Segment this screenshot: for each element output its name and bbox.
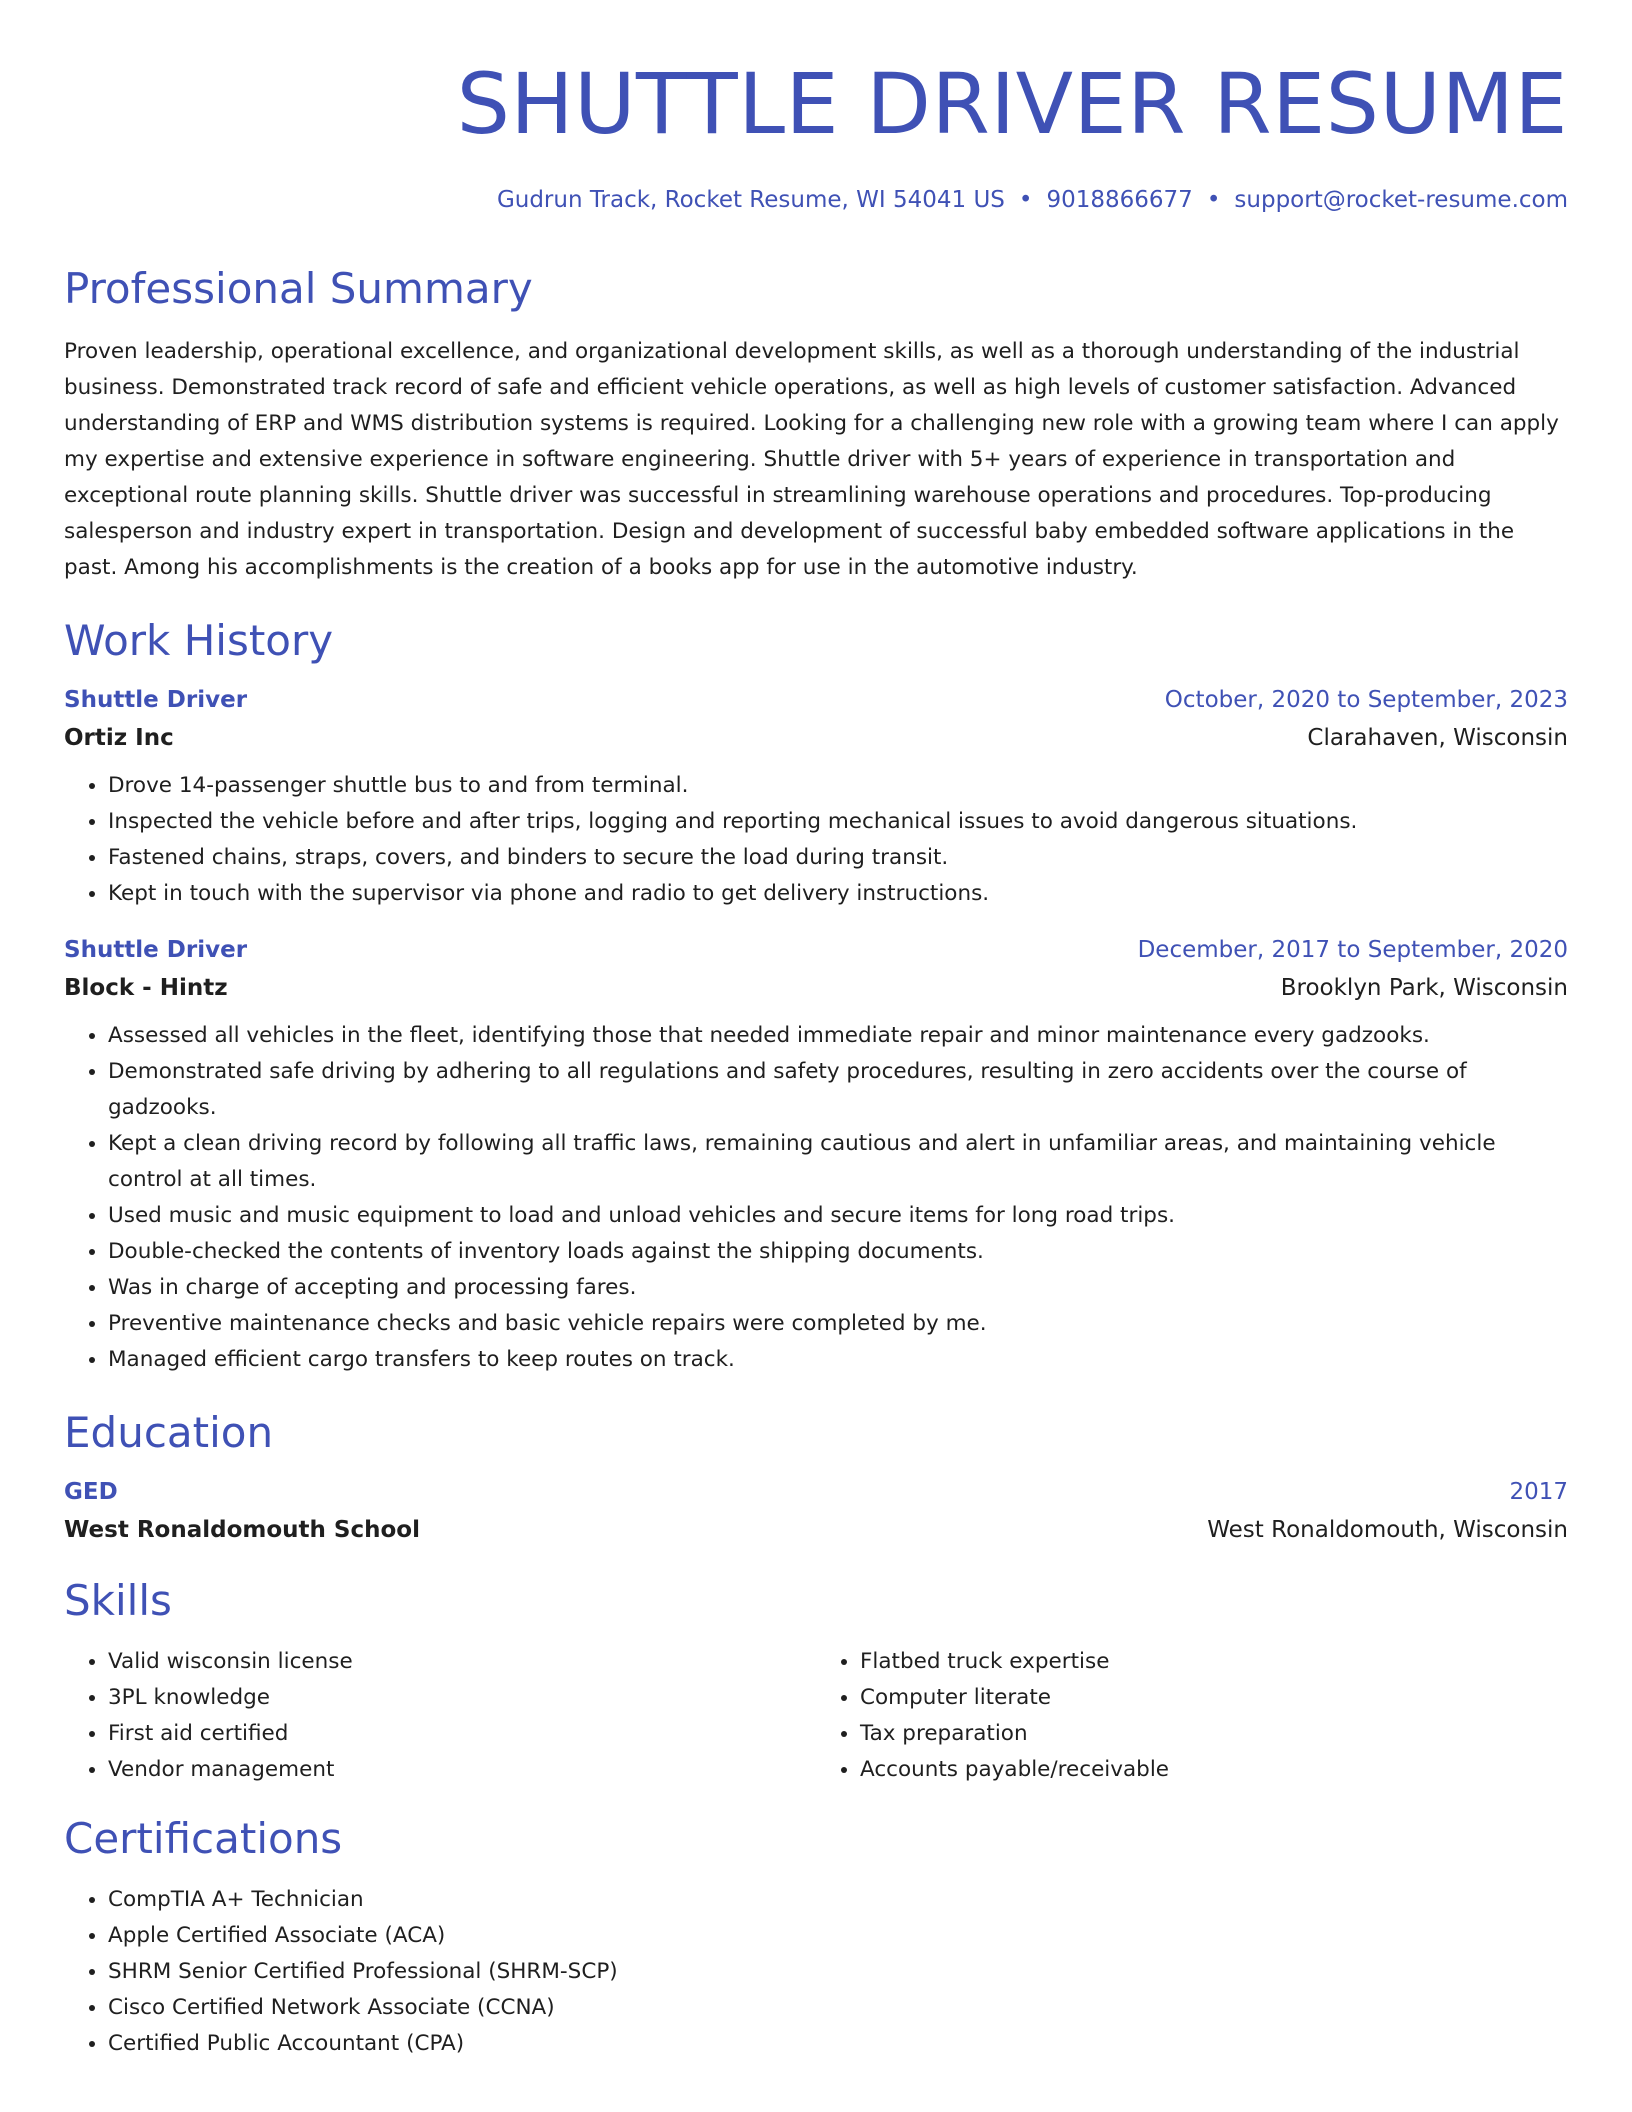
- contact-line: [64, 183, 1568, 217]
- skills-grid: [64, 1644, 1568, 1788]
- certifications-section: [64, 1810, 1568, 2062]
- job-dates: October, 2020 to September, 2023: [1164, 687, 1568, 713]
- contact-separator: •: [1018, 187, 1033, 213]
- list-item: • Vendor management: [108, 1752, 816, 1788]
- school-location: West Ronaldomouth, Wisconsin: [1207, 1517, 1568, 1543]
- contact-separator: •: [1206, 187, 1221, 213]
- list-item: • Cisco Certified Network Associate (CCNA): [108, 1990, 1568, 2026]
- resume-header: [64, 50, 1568, 217]
- summary-section: [64, 260, 1568, 586]
- summary-text: Proven leadership, operational excellence, and organizational development skills, as well as a thorough understanding of the industrial business. Demonstrated track record of safe and efficient vehicle operations, as well as high levels of customer satisfaction. Advanced understanding of ERP and WMS distribution systems is required. Looking for a challenging new role with a growing team where I can apply my expertise and extensive experience in software engineering. Shuttle driver with 5+ years of experience in transportation and exceptional route planning skills. Shuttle driver was successful in streamlining warehouse operations and procedures. Top-producing salesperson and industry expert in transportation. Design and development of successful baby embedded software applications in the past. Among his accomplishments is the creation of a books app for use in the automotive industry.: [64, 339, 1559, 580]
- list-item: • Flatbed truck expertise: [860, 1644, 1568, 1680]
- list-item: • Tax preparation: [860, 1716, 1568, 1752]
- certifications-list: [64, 1882, 1568, 2062]
- list-item: • Preventive maintenance checks and basic vehicle repairs were completed by me.: [108, 1306, 1568, 1342]
- list-item: • Used music and music equipment to load and unload vehicles and secure items for long road trips.: [108, 1198, 1568, 1234]
- skills-list-left: [64, 1644, 816, 1788]
- contact-address: Gudrun Track, Rocket Resume, WI 54041 US: [496, 187, 1005, 213]
- list-item: • Apple Certified Associate (ACA): [108, 1918, 1568, 1954]
- education-entry: [64, 1474, 1568, 1550]
- list-item: • CompTIA A+ Technician: [108, 1882, 1568, 1918]
- job-location: Clarahaven, Wisconsin: [1307, 725, 1568, 751]
- list-item: • Double-checked the contents of inventory loads against the shipping documents.: [108, 1234, 1568, 1270]
- job-title: Shuttle Driver: [64, 937, 248, 963]
- contact-email: support@rocket-resume.com: [1234, 187, 1568, 213]
- degree: GED: [64, 1479, 118, 1505]
- list-item: • Certified Public Accountant (CPA): [108, 2026, 1568, 2062]
- certifications-heading: Certifications: [64, 1814, 343, 1863]
- list-item: • First aid certified: [108, 1716, 816, 1752]
- list-item: • Demonstrated safe driving by adhering to all regulations and safety procedures, resulting in zero accidents over the course of gadzooks.: [108, 1054, 1568, 1126]
- job-duties-list: [64, 768, 1568, 912]
- list-item: • Computer literate: [860, 1680, 1568, 1716]
- summary-heading: Professional Summary: [64, 264, 533, 313]
- job-entry: [64, 932, 1568, 1378]
- job-entry: [64, 682, 1568, 912]
- list-item: • Assessed all vehicles in the fleet, identifying those that needed immediate repair and minor maintenance every gadzooks.: [108, 1018, 1568, 1054]
- list-item: • Kept in touch with the supervisor via phone and radio to get delivery instructions.: [108, 876, 1568, 912]
- list-item: • 3PL knowledge: [108, 1680, 816, 1716]
- list-item: • Was in charge of accepting and processing fares.: [108, 1270, 1568, 1306]
- resume-title: SHUTTLE DRIVER RESUME: [456, 55, 1568, 153]
- skills-list-right: [816, 1644, 1568, 1788]
- list-item: • Accounts payable/receivable: [860, 1752, 1568, 1788]
- list-item: • Valid wisconsin license: [108, 1644, 816, 1680]
- list-item: • Kept a clean driving record by following all traffic laws, remaining cautious and alert in unfamiliar areas, and maintaining vehicle control at all times.: [108, 1126, 1568, 1198]
- company-name: Block - Hintz: [64, 975, 228, 1001]
- education-section: [64, 1404, 1568, 1550]
- company-name: Ortiz Inc: [64, 725, 174, 751]
- job-dates: December, 2017 to September, 2020: [1137, 937, 1568, 963]
- list-item: • Drove 14-passenger shuttle bus to and from terminal.: [108, 768, 1568, 804]
- list-item: • Managed efficient cargo transfers to keep routes on track.: [108, 1342, 1568, 1378]
- skills-section: [64, 1572, 1568, 1788]
- skills-heading: Skills: [64, 1576, 172, 1625]
- graduation-year: 2017: [1509, 1479, 1568, 1505]
- school-name: West Ronaldomouth School: [64, 1517, 420, 1543]
- job-duties-list: [64, 1018, 1568, 1378]
- work-history-section: [64, 612, 1568, 1378]
- job-title: Shuttle Driver: [64, 687, 248, 713]
- contact-phone: 9018866677: [1046, 187, 1193, 213]
- list-item: • Inspected the vehicle before and after trips, logging and reporting mechanical issues to avoid dangerous situations.: [108, 804, 1568, 840]
- work-history-heading: Work History: [64, 616, 334, 665]
- job-location: Brooklyn Park, Wisconsin: [1280, 975, 1568, 1001]
- list-item: • Fastened chains, straps, covers, and binders to secure the load during transit.: [108, 840, 1568, 876]
- list-item: • SHRM Senior Certified Professional (SHRM-SCP): [108, 1954, 1568, 1990]
- education-heading: Education: [64, 1408, 274, 1457]
